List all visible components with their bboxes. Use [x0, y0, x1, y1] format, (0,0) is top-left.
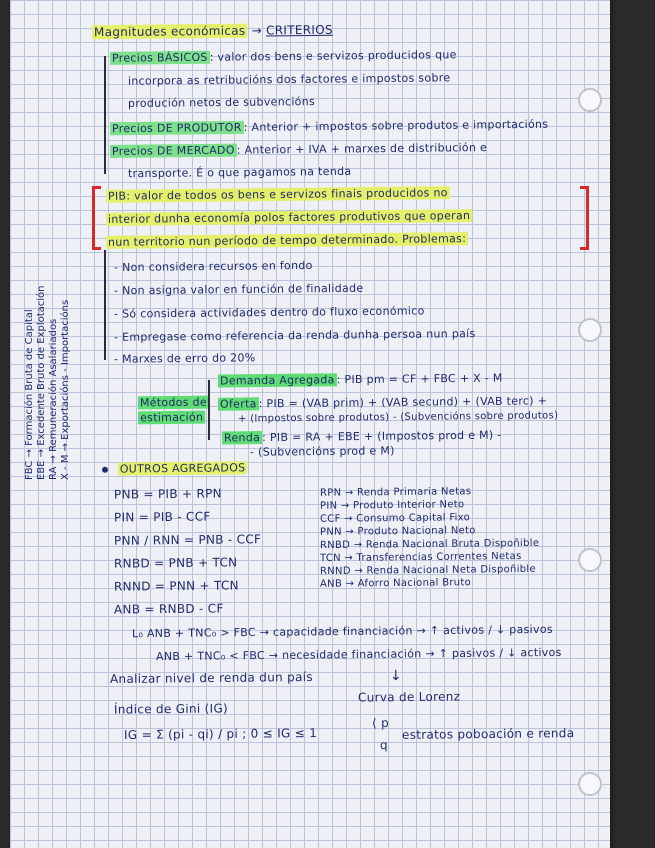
punch-hole-3: [578, 548, 602, 572]
methods-brace: [208, 380, 210, 440]
method-demand-formula: PIB pm = CF + FBC + X - M: [344, 371, 503, 387]
gini-formula: IG = Σ (pi - qi) / pi ; 0 ≤ IG ≤ 1: [123, 725, 318, 743]
legend-1: RPN → Renda Primaria Netas: [319, 486, 472, 499]
notebook-page: [10, 0, 610, 848]
price-basic-line1: valor dos bens e servizos producidos que: [217, 48, 457, 64]
title-main: Magnitudes económicas: [93, 23, 246, 40]
method-supply: Oferta : PIB = (VAB prim) + (VAB secund) + (VAB terc) +: [219, 394, 548, 411]
punch-hole-4: [578, 772, 602, 796]
pib-definition-line2: interior dunha economía polos factores produtivos que operan: [107, 209, 471, 226]
margin-note-1: FBC → Formación Bruta de Capital: [24, 309, 35, 480]
legend-5: RNBD → Renda Nacional Bruta Dispoñible: [319, 537, 540, 552]
method-income: Renda : PIB = RA + EBE + (Impostos prod e M) -: [223, 428, 502, 445]
pib-line3: [106, 232, 468, 249]
methods-label-line2: estimación: [140, 410, 204, 425]
price-market: Precios DE MERCADO : Anterior + IVA + marxes de distribución e: [111, 141, 488, 158]
formula-2: PIN = PIB - CCF: [113, 509, 211, 525]
legend-4: PNN → Produto Nacional Neto: [319, 525, 476, 538]
problem-4: - Empregase como referencia da renda dunha persoa nun país: [113, 327, 476, 344]
legend-2: PIN → Produto Interior Neto: [319, 499, 465, 512]
problems-bracket-line: [104, 250, 106, 360]
method-income-label: Renda: [223, 431, 261, 445]
analysis-line: Analizar nivel de renda dun país: [109, 669, 313, 687]
price-market-line1: Anterior + IVA + marxes de distribución e: [244, 141, 488, 157]
price-producer-label: Precios DE PRODUTOR: [111, 120, 242, 136]
punch-hole-1: [578, 88, 602, 112]
price-producer: Precios DE PRODUTOR : Anterior + impostos sobre produtos e importacións: [111, 117, 549, 136]
method-demand-label: Demanda Agregada: [219, 373, 335, 388]
price-basic: Precios BÁSICOS : valor dos bens e servizos producidos que: [111, 48, 457, 65]
condition-2: ANB + TNC₀ < FBC → necesidade financiación → ↑ pasivos / ↓ activos: [155, 645, 562, 664]
legend-7: RNND → Renda Nacional Neta Dispoñible: [319, 563, 536, 578]
legend-8: ANB → Aforro Nacional Bruto: [319, 577, 472, 590]
lorenz-curve: Curva de Lorenz: [357, 689, 461, 705]
punch-hole-2: [578, 318, 602, 342]
bullet-icon: [102, 467, 108, 473]
page-title: [92, 23, 333, 40]
method-supply-line1: PIB = (VAB prim) + (VAB secund) + (VAB terc) +: [266, 394, 548, 411]
price-producer-line1: Anterior + impostos sobre produtos e importacións: [251, 117, 549, 134]
gini-p: ⟨ p: [371, 715, 390, 731]
margin-note-3: RA → Remuneración Asalariados: [48, 318, 59, 480]
outros-heading: [102, 461, 248, 476]
method-income-line2: - (Subvencións prod e M): [249, 444, 395, 459]
methods-label: [138, 395, 209, 426]
formula-1: PNB = PIB + RPN: [113, 486, 222, 502]
pib-definition-line1: PIB: valor de todos os bens e servizos finais producidos no: [107, 186, 448, 203]
gini-title: Índice de Gini (IG): [113, 701, 229, 717]
gini-q: q: [379, 737, 388, 753]
pib-bracket-left: [92, 186, 101, 250]
formula-3: PNN / RNN = PNB - CCF: [113, 532, 262, 548]
arrow-down-icon: ↓: [389, 667, 403, 685]
legend-6: TCN → Transferencias Correntes Netas: [319, 550, 522, 565]
pib-bracket-right: [580, 186, 589, 250]
title-arrow: →: [251, 23, 262, 38]
formula-5: RNND = PNN + TCN: [113, 578, 239, 594]
margin-note-2: EBE → Excedente Bruto de Explotación: [36, 285, 47, 480]
method-income-line1: PIB = RA + EBE + (Impostos prod e M) -: [269, 428, 502, 444]
method-demand: Demanda Agregada : PIB pm = CF + FBC + X - M: [219, 371, 503, 388]
gini-note: estratos poboación e renda: [401, 726, 575, 742]
title-criterios: CRITERIOS: [265, 22, 333, 38]
problem-3: - Só considera actividades dentro do fluxo económico: [113, 304, 425, 321]
pib-line1: [106, 186, 450, 203]
pib-line2: [106, 209, 472, 226]
method-supply-label: Oferta: [219, 397, 257, 411]
price-market-label: Precios DE MERCADO: [111, 143, 235, 158]
price-basic-label: Precios BÁSICOS: [111, 50, 208, 65]
pib-definition-line3: nun territorio nun período de tempo determinado. Problemas:: [107, 232, 467, 249]
gini-p-label: p: [381, 715, 390, 730]
outros-heading-text: OUTROS AGREGADOS: [119, 461, 246, 476]
legend-3: CCF → Consumo Capital Fixo: [319, 512, 471, 525]
price-market-line2: transporte. É o que pagamos na tenda: [127, 164, 352, 181]
prices-bracket-line: [104, 56, 106, 174]
problem-5: - Marxes de erro do 20%: [113, 351, 256, 366]
margin-note-4: X - M → Exportacións - Importacións: [60, 299, 71, 480]
price-basic-line3: produción netos de subvencións: [127, 95, 316, 110]
condition-1: L₀ ANB + TNC₀ > FBC → capacidade financiación → ↑ activos / ↓ pasivos: [131, 622, 553, 641]
methods-label-line1: Métodos de: [139, 395, 207, 410]
formula-4: RNBD = PNB + TCN: [113, 555, 238, 571]
problem-2: - Non asigna valor en función de finalidade: [113, 281, 364, 298]
formula-6: ANB = RNBD - CF: [113, 601, 224, 617]
method-supply-line2: + (Impostos sobre produtos) - (Subvencións sobre produtos): [237, 410, 559, 425]
price-basic-line2: incorpora as retribucións dos factores e impostos sobre: [127, 71, 451, 88]
problem-1: - Non considera recursos en fondo: [113, 258, 313, 275]
